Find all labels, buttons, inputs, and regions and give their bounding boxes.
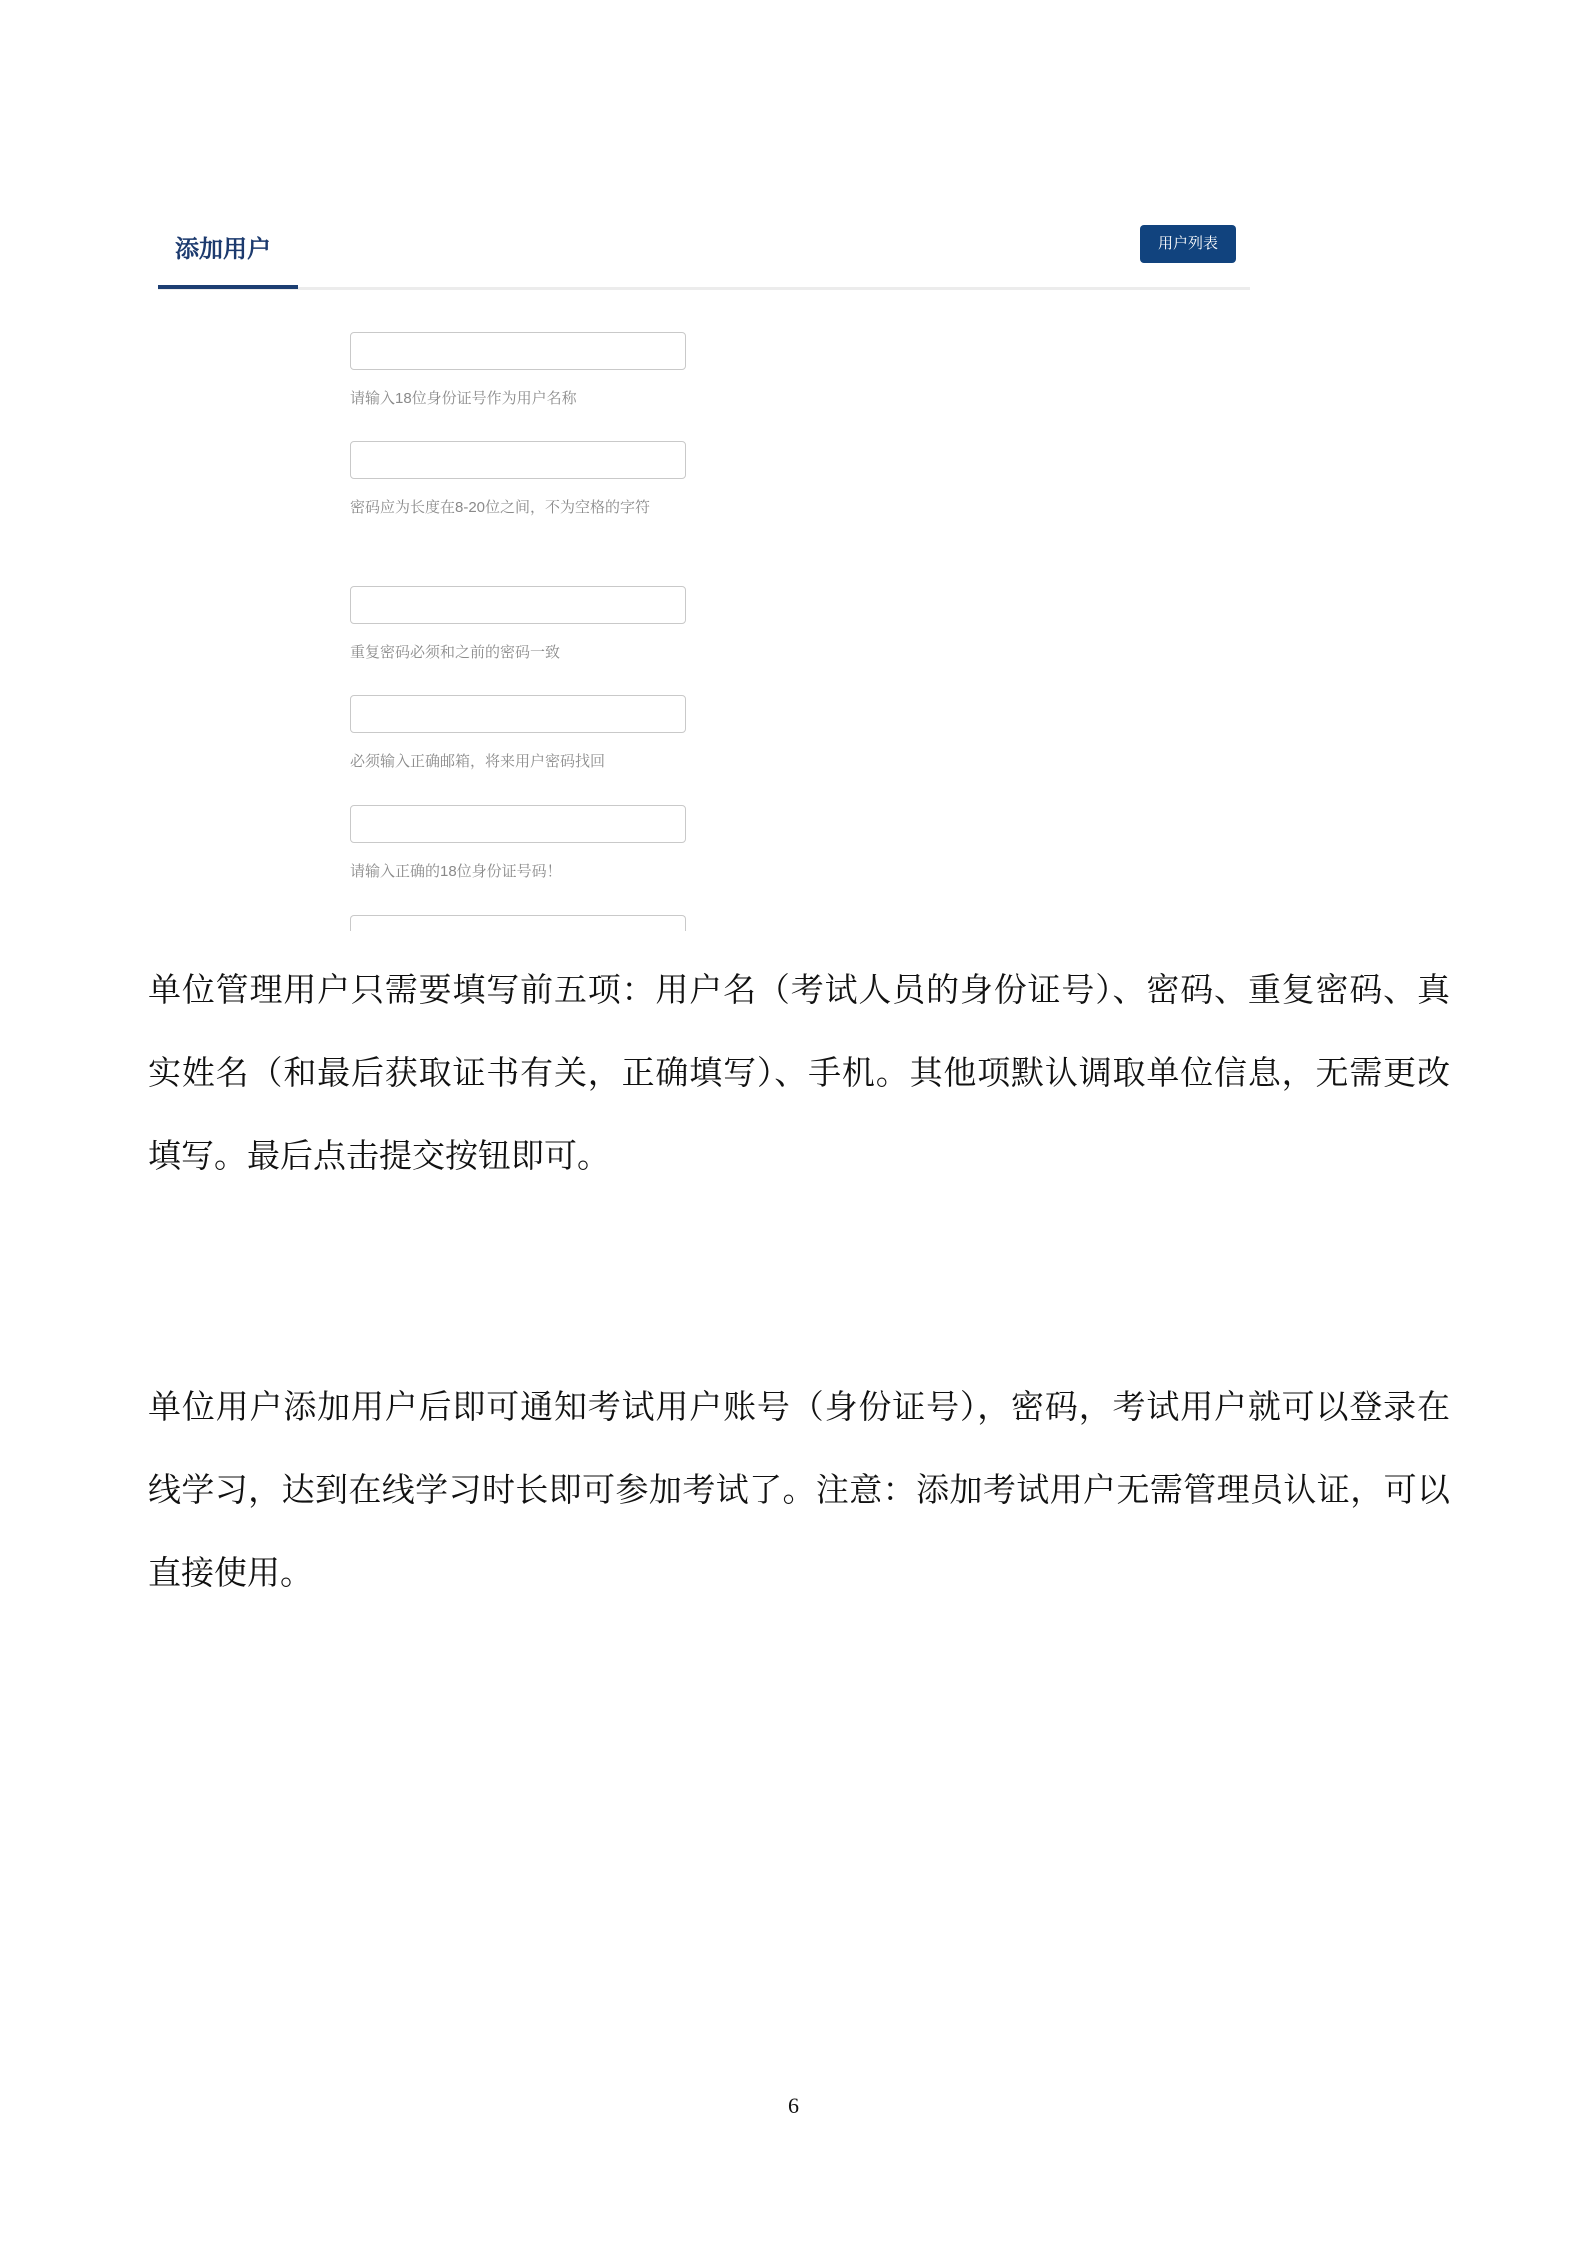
instruction-paragraph-2: 单位用户添加用户后即可通知考试用户账号（身份证号），密码，考试用户就可以登录在线学习，达到在线学习时长即可参加考试了。注意：添加考试用户无需管理员认证，可以直接使用。 — [148, 1387, 1450, 1592]
id-number-input[interactable] — [350, 805, 686, 843]
email-input[interactable] — [350, 695, 686, 733]
email-help: 必须输入正确邮箱，将来用户密码找回 — [350, 753, 606, 770]
username-input[interactable] — [350, 332, 686, 370]
password-input[interactable] — [350, 441, 686, 479]
id-number-help: 请输入正确的18位身份证号码！ — [350, 863, 562, 880]
repeat-password-help: 重复密码必须和之前的密码一致 — [350, 644, 561, 661]
next-field-input-cropped — [350, 915, 686, 931]
add-user-screenshot — [158, 215, 1250, 931]
page-title: 添加用户 — [175, 236, 271, 263]
password-help: 密码应为长度在8-20位之间，不为空格的字符 — [350, 499, 651, 516]
instruction-paragraph-1: 单位管理用户只需要填写前五项：用户名（考试人员的身份证号）、密码、重复密码、真实姓名（和最后获取证书有关，正确填写）、手机。其他项默认调取单位信息，无需更改填写。最后点击提交按钮即可。 — [148, 970, 1450, 1175]
form-header — [158, 215, 1250, 290]
username-help: 请输入18位身份证号作为用户名称 — [350, 390, 577, 407]
user-list-button[interactable]: 用户列表 — [1140, 225, 1236, 263]
active-tab-underline — [158, 285, 298, 289]
page-number: 6 — [788, 2093, 799, 2118]
repeat-password-input[interactable] — [350, 586, 686, 624]
